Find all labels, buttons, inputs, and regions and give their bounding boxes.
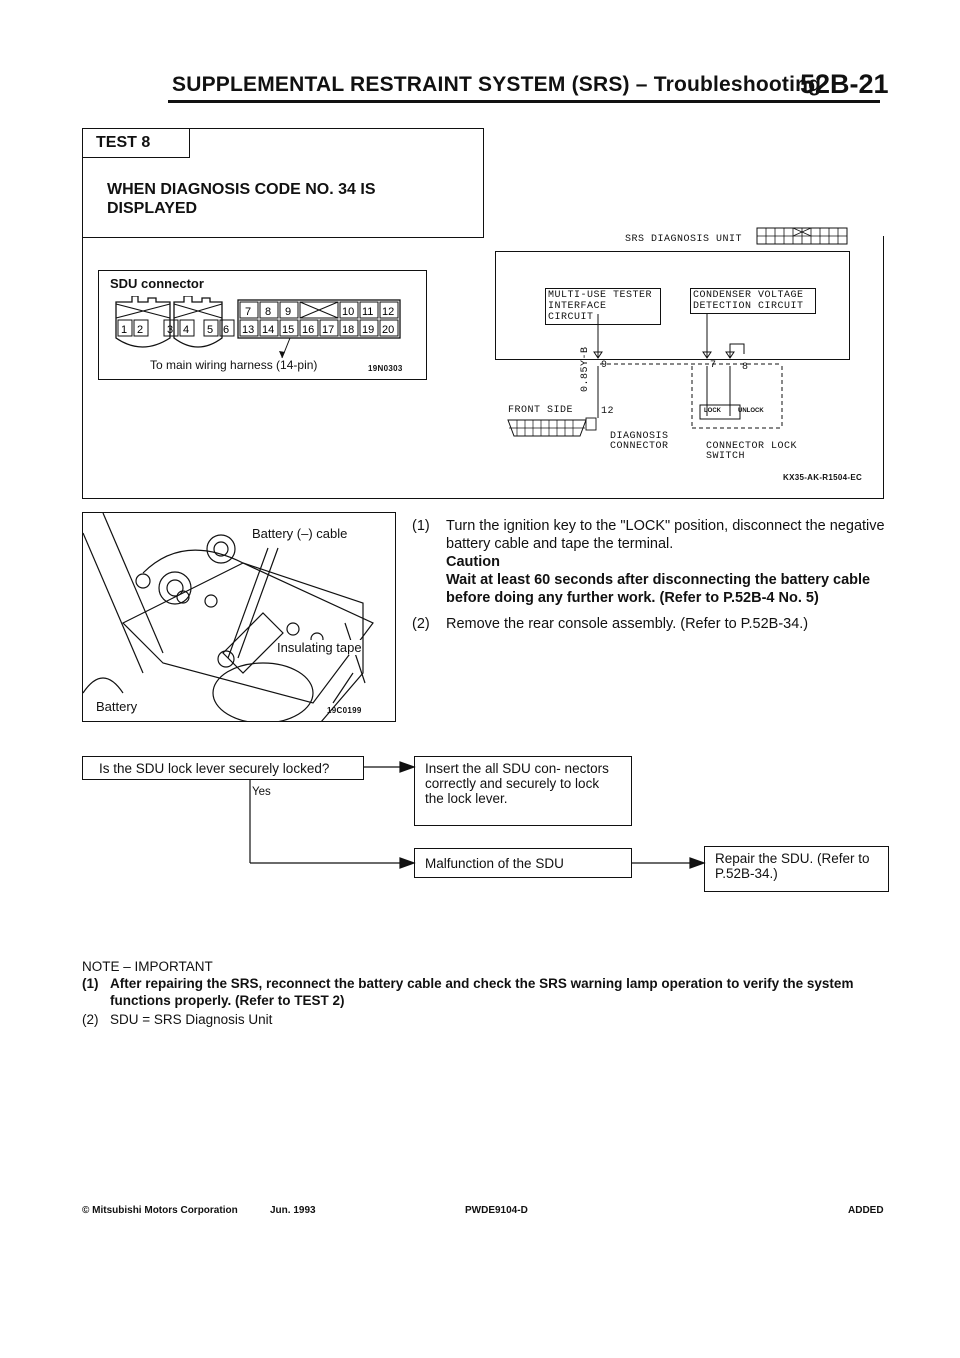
- footer-doc-code: PWDE9104-D: [465, 1205, 528, 1216]
- pin-label: 1: [121, 324, 128, 336]
- step-text: Remove the rear console assembly. (Refer to P.52B-34.): [446, 616, 809, 632]
- flow-arrows: [240, 760, 710, 870]
- pin-label: 4: [183, 324, 190, 336]
- wire-color: 0.85Y-B: [580, 346, 591, 392]
- connector-icon: [756, 227, 848, 245]
- pin-8: 8: [742, 362, 749, 373]
- caution-text: Wait at least 60 seconds after disconnecting the battery cable before doing any further work. (Refer to P.52B-4 No. 5): [446, 572, 871, 606]
- caution-heading: Caution: [446, 554, 500, 570]
- note-heading: NOTE – IMPORTANT: [82, 959, 213, 974]
- note-text: After repairing the SRS, reconnect the battery cable and check the SRS warning lamp operation to verify the system functions properly. (Refer to TEST 2): [110, 976, 854, 1008]
- pin-label: 9: [285, 306, 292, 318]
- insulating-tape-label: Insulating tape: [277, 640, 362, 655]
- pin-label: 7: [245, 306, 252, 318]
- pin-label: 17: [322, 324, 335, 336]
- figure-code: 19C0199: [327, 706, 362, 715]
- header-rule: [168, 100, 880, 103]
- step-number: (1): [412, 518, 430, 534]
- pin-label: 15: [282, 324, 295, 336]
- pin-label: 5: [207, 324, 214, 336]
- test-label: TEST 8: [82, 128, 190, 158]
- page-number: 52B-21: [800, 69, 889, 99]
- srs-unit-label: SRS DIAGNOSIS UNIT: [625, 234, 743, 245]
- pin-9: 9: [601, 360, 608, 371]
- footer-status: ADDED: [848, 1205, 884, 1216]
- footer-date: Jun. 1993: [270, 1205, 316, 1216]
- note-section: [82, 958, 892, 1028]
- battery-label: Battery: [96, 699, 138, 714]
- pin-label: 20: [382, 324, 395, 336]
- pin-label: 11: [362, 306, 374, 318]
- battery-figure: [82, 512, 396, 722]
- pin-label: 6: [223, 324, 230, 336]
- footer-copyright: © Mitsubishi Motors Corporation: [82, 1205, 238, 1216]
- diagnosis-connector-icon: [507, 419, 587, 437]
- pin-label: 16: [302, 324, 315, 336]
- pin-label: 13: [242, 324, 255, 336]
- note-item: [82, 975, 892, 1009]
- note-item: [82, 1011, 892, 1028]
- figure-code: 19N0303: [368, 364, 403, 373]
- pin-label: 14: [262, 324, 275, 336]
- front-side-label: FRONT SIDE: [508, 405, 574, 416]
- pin-label: 19: [362, 324, 375, 336]
- pin-label: 2: [137, 324, 144, 336]
- test-heading: WHEN DIAGNOSIS CODE NO. 34 IS DISPLAYED: [107, 181, 376, 217]
- pin-label: 8: [265, 306, 272, 318]
- figure-code: KX35-AK-R1504-EC: [783, 473, 863, 482]
- step-text: Turn the ignition key to the "LOCK" position, disconnect the negative battery cable and tape the terminal.: [446, 518, 885, 552]
- step-item: [412, 517, 892, 607]
- battery-cable-label: Battery (–) cable: [252, 526, 348, 541]
- sdu-connector-pinout: [112, 296, 412, 366]
- lock-switch-label: CONNECTOR LOCK SWITCH: [706, 441, 798, 462]
- flow-yes-label: Yes: [252, 786, 271, 798]
- pin-label: 3: [167, 324, 174, 336]
- block-condenser-voltage: CONDENSER VOLTAGE DETECTION CIRCUIT: [690, 288, 816, 314]
- page-title: SUPPLEMENTAL RESTRAINT SYSTEM (SRS) – Troubleshooting: [172, 73, 822, 96]
- note-number: (2): [82, 1012, 99, 1027]
- pin-label: 10: [342, 306, 355, 318]
- diagnosis-connector-label: DIAGNOSIS CONNECTOR: [610, 431, 669, 452]
- flow-repair: Repair the SDU. (Refer to P.52B-34.): [704, 846, 889, 892]
- pin-7: 7: [710, 360, 717, 371]
- step-number: (2): [412, 616, 430, 632]
- flow-question: Is the SDU lock lever securely locked?: [82, 756, 364, 780]
- procedure-steps: [412, 517, 892, 641]
- pin-label: 18: [342, 324, 355, 336]
- block-multi-use-tester: MULTI-USE TESTER INTERFACE CIRCUIT: [545, 288, 661, 325]
- step-item: [412, 615, 892, 633]
- lock-label: LOCK: [704, 408, 721, 414]
- circuit-wiring: [560, 310, 800, 440]
- sdu-connector-title: SDU connector: [110, 276, 204, 291]
- note-text: SDU = SRS Diagnosis Unit: [110, 1012, 273, 1027]
- pin-label: 12: [382, 306, 395, 318]
- note-number: (1): [82, 976, 99, 991]
- flow-malfunction: Malfunction of the SDU: [414, 848, 632, 878]
- sdu-connector-caption: To main wiring harness (14-pin): [150, 358, 318, 372]
- pin-12: 12: [601, 406, 615, 417]
- flow-no-action: Insert the all SDU con- nectors correctly and securely to lock the lock lever.: [414, 756, 632, 826]
- battery-drawing: [83, 513, 395, 721]
- unlock-label: UNLOCK: [738, 408, 764, 414]
